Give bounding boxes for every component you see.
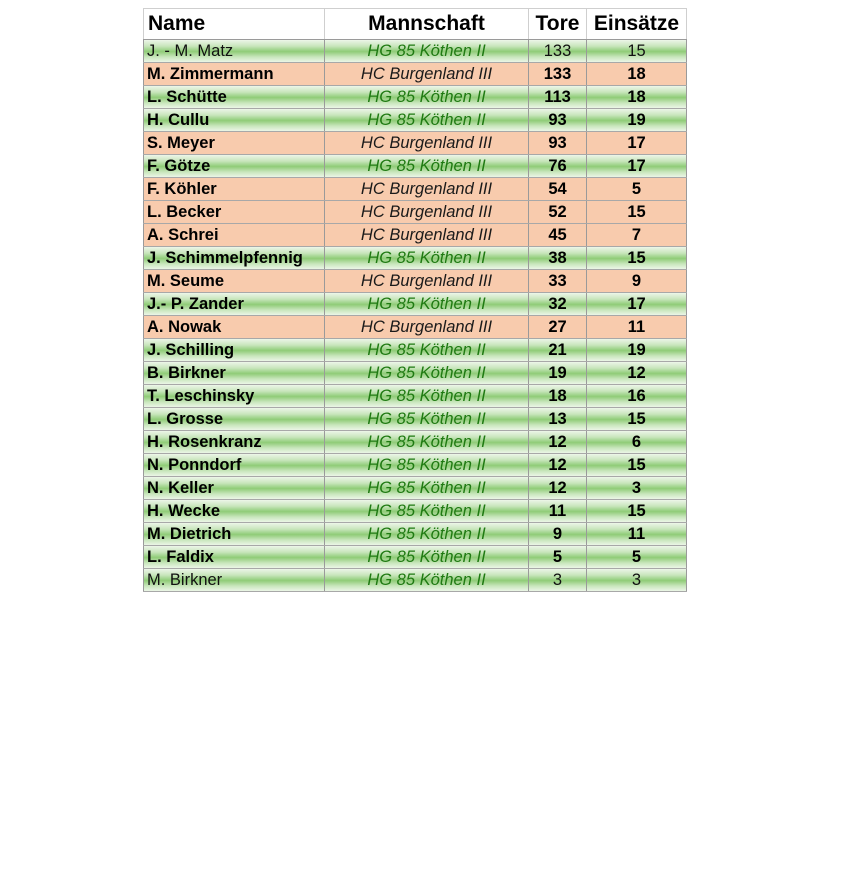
player-name-cell: S. Meyer — [144, 132, 325, 155]
team-cell: HG 85 Köthen II — [325, 500, 529, 523]
table-row — [144, 178, 687, 201]
appearances-cell: 17 — [587, 293, 687, 316]
table-row — [144, 454, 687, 477]
appearances-cell: 15 — [587, 201, 687, 224]
team-cell: HG 85 Köthen II — [325, 477, 529, 500]
team-cell: HG 85 Köthen II — [325, 40, 529, 63]
goals-cell: 18 — [529, 385, 587, 408]
player-name-cell: A. Nowak — [144, 316, 325, 339]
goals-cell: 12 — [529, 454, 587, 477]
appearances-cell: 16 — [587, 385, 687, 408]
team-cell: HG 85 Köthen II — [325, 546, 529, 569]
player-name-cell: F. Köhler — [144, 178, 325, 201]
team-cell: HG 85 Köthen II — [325, 86, 529, 109]
table-row — [144, 362, 687, 385]
player-name-cell: T. Leschinsky — [144, 385, 325, 408]
team-cell: HG 85 Köthen II — [325, 454, 529, 477]
goals-cell: 54 — [529, 178, 587, 201]
appearances-cell: 15 — [587, 454, 687, 477]
player-name-cell: L. Grosse — [144, 408, 325, 431]
team-cell: HG 85 Köthen II — [325, 569, 529, 592]
player-name-cell: M. Zimmermann — [144, 63, 325, 86]
team-cell: HC Burgenland III — [325, 201, 529, 224]
player-name-cell: L. Schütte — [144, 86, 325, 109]
goals-cell: 11 — [529, 500, 587, 523]
table-body — [144, 40, 687, 592]
team-cell: HC Burgenland III — [325, 63, 529, 86]
table-row — [144, 86, 687, 109]
header-name: Name — [144, 9, 325, 40]
player-name-cell: N. Ponndorf — [144, 454, 325, 477]
goals-cell: 52 — [529, 201, 587, 224]
appearances-cell: 11 — [587, 523, 687, 546]
table-row — [144, 431, 687, 454]
table-row — [144, 546, 687, 569]
player-name-cell: B. Birkner — [144, 362, 325, 385]
scorer-table-container — [143, 8, 686, 592]
appearances-cell: 15 — [587, 40, 687, 63]
goals-cell: 3 — [529, 569, 587, 592]
goals-cell: 5 — [529, 546, 587, 569]
team-cell: HG 85 Köthen II — [325, 362, 529, 385]
table-row — [144, 132, 687, 155]
table-row — [144, 270, 687, 293]
table-row — [144, 385, 687, 408]
player-name-cell: L. Faldix — [144, 546, 325, 569]
team-cell: HG 85 Köthen II — [325, 109, 529, 132]
player-name-cell: M. Birkner — [144, 569, 325, 592]
table-row — [144, 224, 687, 247]
appearances-cell: 5 — [587, 546, 687, 569]
appearances-cell: 15 — [587, 500, 687, 523]
appearances-cell: 9 — [587, 270, 687, 293]
goals-cell: 9 — [529, 523, 587, 546]
team-cell: HG 85 Köthen II — [325, 523, 529, 546]
goals-cell: 12 — [529, 431, 587, 454]
team-cell: HG 85 Köthen II — [325, 431, 529, 454]
table-row — [144, 155, 687, 178]
goals-cell: 32 — [529, 293, 587, 316]
appearances-cell: 18 — [587, 86, 687, 109]
table-row — [144, 477, 687, 500]
team-cell: HC Burgenland III — [325, 316, 529, 339]
header-appearances: Einsätze — [587, 9, 687, 40]
goals-cell: 38 — [529, 247, 587, 270]
appearances-cell: 5 — [587, 178, 687, 201]
table-row — [144, 109, 687, 132]
player-name-cell: N. Keller — [144, 477, 325, 500]
goals-cell: 33 — [529, 270, 587, 293]
goals-cell: 19 — [529, 362, 587, 385]
appearances-cell: 3 — [587, 569, 687, 592]
appearances-cell: 19 — [587, 109, 687, 132]
appearances-cell: 6 — [587, 431, 687, 454]
player-name-cell: H. Wecke — [144, 500, 325, 523]
team-cell: HG 85 Köthen II — [325, 293, 529, 316]
appearances-cell: 17 — [587, 155, 687, 178]
table-row — [144, 247, 687, 270]
header-team: Mannschaft — [325, 9, 529, 40]
team-cell: HC Burgenland III — [325, 224, 529, 247]
player-name-cell: J. - M. Matz — [144, 40, 325, 63]
table-row — [144, 500, 687, 523]
player-name-cell: M. Dietrich — [144, 523, 325, 546]
table-row — [144, 316, 687, 339]
goals-cell: 93 — [529, 132, 587, 155]
table-row — [144, 63, 687, 86]
player-name-cell: H. Cullu — [144, 109, 325, 132]
appearances-cell: 15 — [587, 408, 687, 431]
player-name-cell: F. Götze — [144, 155, 325, 178]
player-name-cell: A. Schrei — [144, 224, 325, 247]
header-goals: Tore — [529, 9, 587, 40]
appearances-cell: 17 — [587, 132, 687, 155]
team-cell: HG 85 Köthen II — [325, 408, 529, 431]
appearances-cell: 18 — [587, 63, 687, 86]
table-row — [144, 293, 687, 316]
table-row — [144, 40, 687, 63]
goals-cell: 45 — [529, 224, 587, 247]
team-cell: HG 85 Köthen II — [325, 385, 529, 408]
player-name-cell: H. Rosenkranz — [144, 431, 325, 454]
appearances-cell: 11 — [587, 316, 687, 339]
goals-cell: 93 — [529, 109, 587, 132]
goals-cell: 13 — [529, 408, 587, 431]
player-name-cell: J. Schilling — [144, 339, 325, 362]
player-name-cell: J. Schimmelpfennig — [144, 247, 325, 270]
goals-cell: 12 — [529, 477, 587, 500]
table-row — [144, 408, 687, 431]
table-row — [144, 201, 687, 224]
appearances-cell: 19 — [587, 339, 687, 362]
player-name-cell: M. Seume — [144, 270, 325, 293]
goals-cell: 21 — [529, 339, 587, 362]
appearances-cell: 12 — [587, 362, 687, 385]
goals-cell: 76 — [529, 155, 587, 178]
appearances-cell: 3 — [587, 477, 687, 500]
team-cell: HG 85 Köthen II — [325, 155, 529, 178]
scorer-table — [143, 8, 687, 592]
appearances-cell: 15 — [587, 247, 687, 270]
appearances-cell: 7 — [587, 224, 687, 247]
table-row — [144, 523, 687, 546]
goals-cell: 133 — [529, 63, 587, 86]
team-cell: HC Burgenland III — [325, 270, 529, 293]
table-row — [144, 569, 687, 592]
goals-cell: 133 — [529, 40, 587, 63]
table-row — [144, 339, 687, 362]
goals-cell: 27 — [529, 316, 587, 339]
team-cell: HG 85 Köthen II — [325, 339, 529, 362]
table-header-row — [144, 9, 687, 40]
player-name-cell: J.- P. Zander — [144, 293, 325, 316]
team-cell: HC Burgenland III — [325, 132, 529, 155]
player-name-cell: L. Becker — [144, 201, 325, 224]
team-cell: HG 85 Köthen II — [325, 247, 529, 270]
goals-cell: 113 — [529, 86, 587, 109]
team-cell: HC Burgenland III — [325, 178, 529, 201]
